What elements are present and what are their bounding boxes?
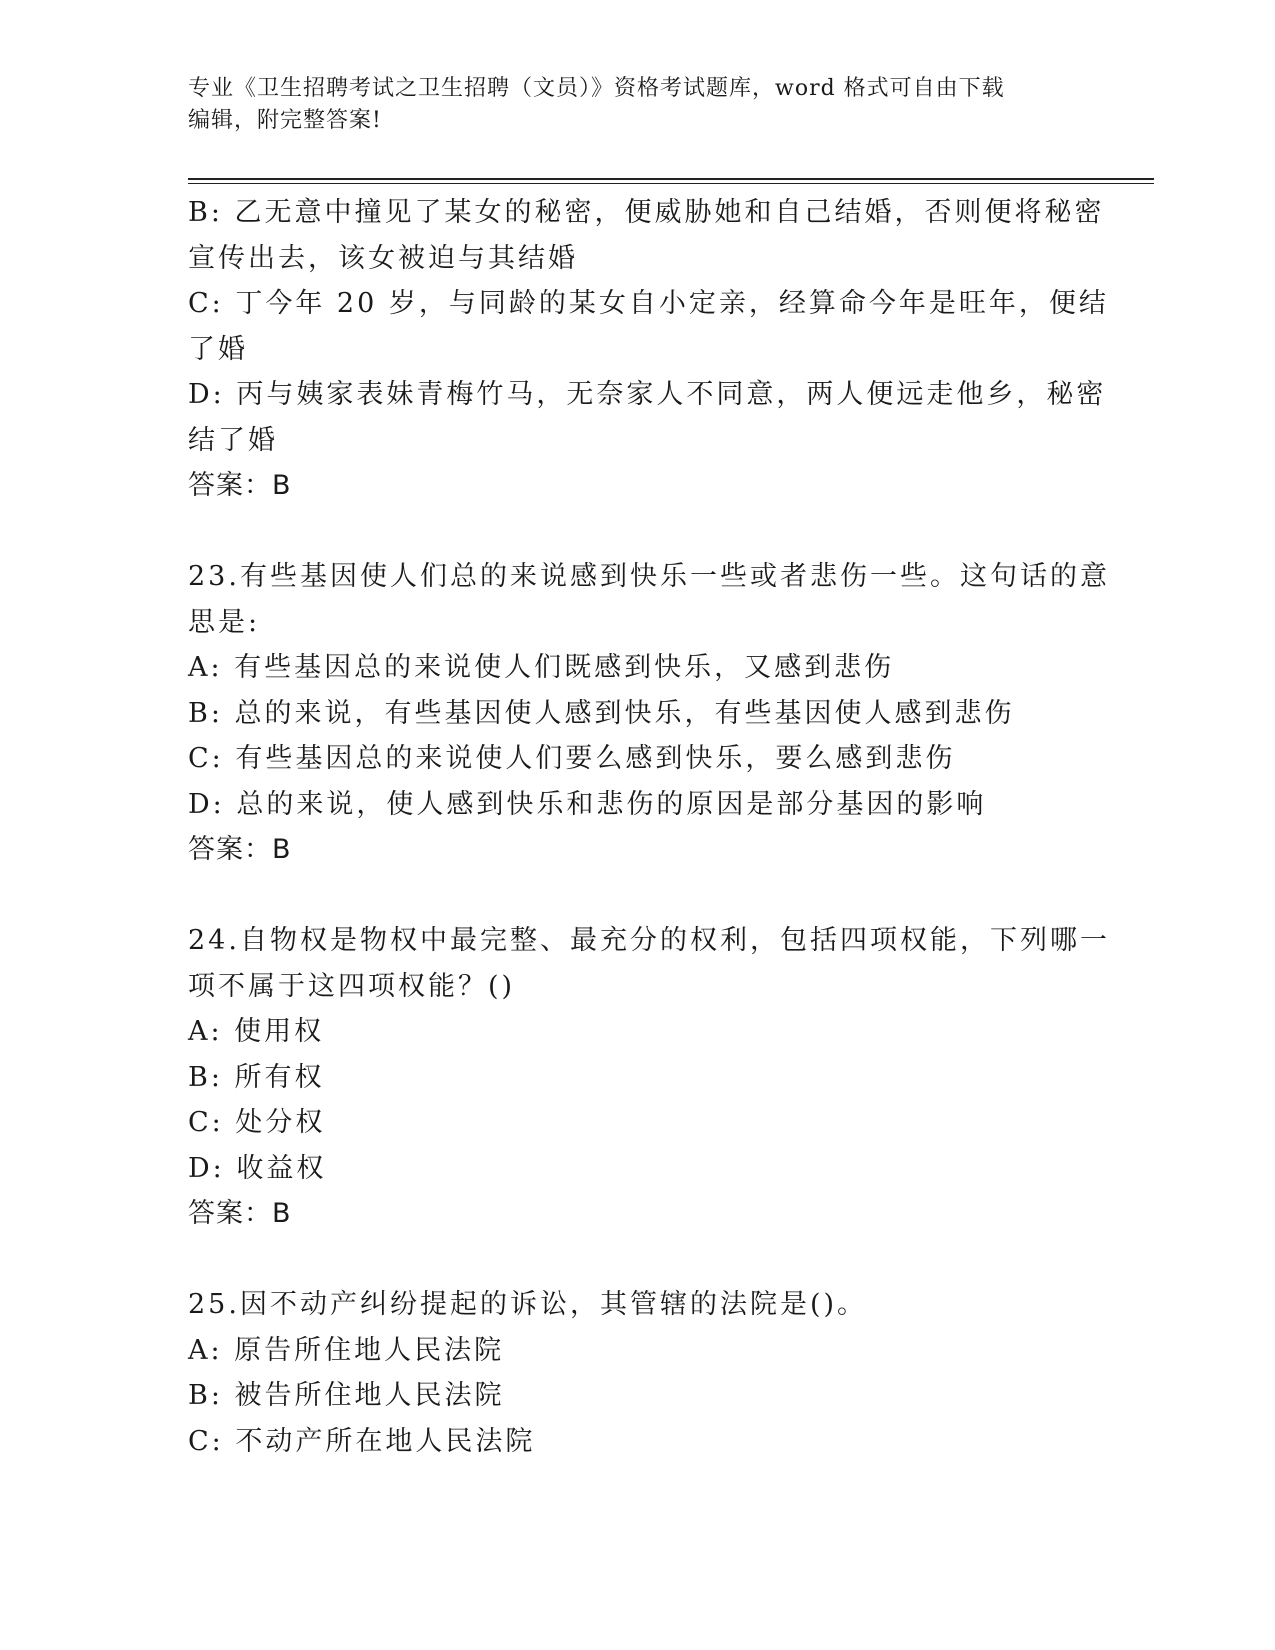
header-divider — [188, 178, 1154, 184]
option-a: A: 原告所住地人民法院 — [188, 1334, 505, 1366]
option-c-line-2: 了婚 — [188, 333, 248, 365]
answer-line: 答案：B — [188, 834, 292, 865]
header-line-2: 编辑，附完整答案! — [188, 108, 382, 133]
question-24 — [188, 918, 1110, 1237]
option-b-line-1: B: 乙无意中撞见了某女的秘密，便威胁她和自己结婚，否则便将秘密 — [188, 197, 1105, 228]
question-content — [188, 190, 1110, 1464]
question-stem-line-1: 25.因不动产纠纷提起的诉讼，其管辖的法院是()。 — [188, 1289, 868, 1320]
option-b: B: 所有权 — [188, 1061, 325, 1093]
option-c-line-1: C: 丁今年 20 岁，与同龄的某女自小定亲，经算命今年是旺年，便结 — [188, 288, 1109, 319]
option-b: B: 被告所住地人民法院 — [188, 1380, 505, 1411]
option-c: C: 处分权 — [188, 1107, 326, 1138]
question-stem-line-2: 项不属于这四项权能？() — [188, 970, 516, 1002]
spacer — [188, 509, 1068, 555]
option-d: D: 总的来说，使人感到快乐和悲伤的原因是部分基因的影响 — [188, 788, 987, 820]
option-d-line-2: 结了婚 — [188, 424, 278, 456]
header-line-1: 专业《卫生招聘考试之卫生招聘（文员）》资格考试题库，word 格式可自由下载 — [188, 76, 1005, 101]
option-d: D: 收益权 — [188, 1152, 327, 1184]
option-a: A: 使用权 — [188, 1016, 325, 1047]
option-b-line-2: 宣传出去，该女被迫与其结婚 — [188, 242, 578, 274]
option-b: B: 总的来说，有些基因使人感到快乐，有些基因使人感到悲伤 — [188, 697, 1015, 729]
option-c: C: 有些基因总的来说使人们要么感到快乐，要么感到悲伤 — [188, 743, 956, 774]
question-stem-line-1: 24.自物权是物权中最完整、最充分的权利，包括四项权能，下列哪一 — [188, 925, 1110, 956]
document-header — [188, 73, 1078, 137]
question-stem-line-2: 思是: — [188, 606, 261, 638]
spacer — [188, 873, 1068, 919]
option-a: A: 有些基因总的来说使人们既感到快乐，又感到悲伤 — [188, 652, 895, 683]
question-stem-line-1: 23.有些基因使人们总的来说感到快乐一些或者悲伤一些。这句话的意 — [188, 561, 1110, 592]
question-23 — [188, 554, 1110, 873]
question-25 — [188, 1282, 1068, 1464]
answer-line: 答案：B — [188, 470, 292, 501]
answer-line: 答案：B — [188, 1198, 292, 1229]
spacer — [188, 1237, 1068, 1283]
option-d-line-1: D: 丙与姨家表妹青梅竹马，无奈家人不同意，两人便远走他乡，秘密 — [188, 379, 1107, 410]
option-c: C: 不动产所在地人民法院 — [188, 1425, 536, 1457]
question-22-continued — [188, 190, 1109, 509]
